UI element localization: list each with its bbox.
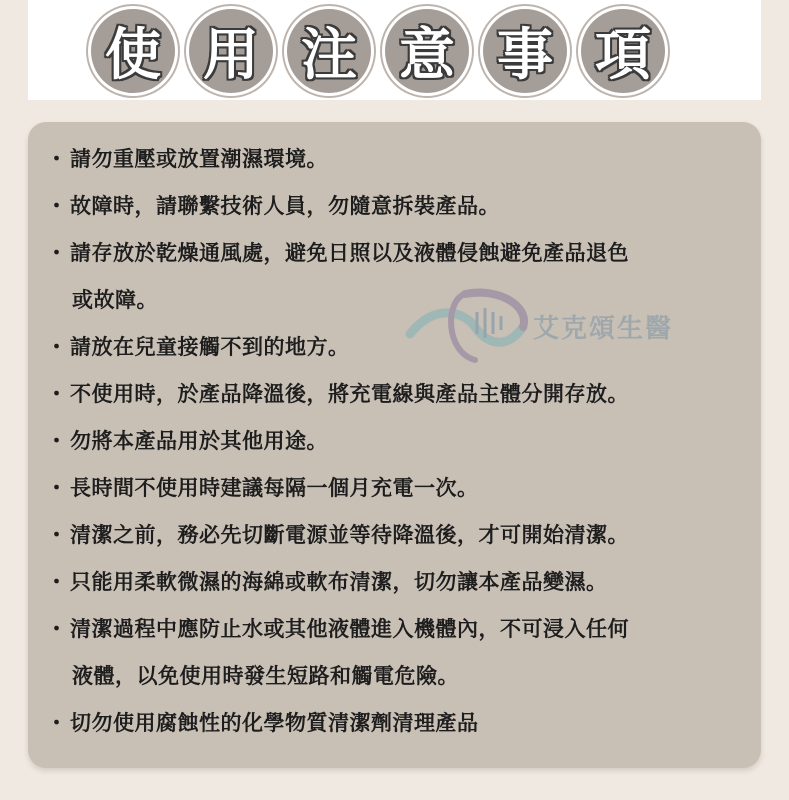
list-item bbox=[46, 700, 758, 747]
list-item bbox=[46, 136, 758, 183]
item-text: 或故障。 bbox=[72, 288, 158, 312]
title-char-circle: 項 bbox=[578, 6, 668, 96]
bullet-icon: ・ bbox=[46, 147, 68, 171]
list-item bbox=[46, 324, 758, 371]
precautions-list bbox=[46, 136, 758, 747]
item-text: 長時間不使用時建議每隔一個月充電一次。 bbox=[70, 476, 479, 500]
item-text: 請存放於乾燥通風處，避免日照以及液體侵蝕避免產品退色 bbox=[70, 241, 629, 265]
item-text: 清潔過程中應防止水或其他液體進入機體內，不可浸入任何 bbox=[70, 617, 629, 641]
item-text: 請勿重壓或放置潮濕環境。 bbox=[70, 147, 328, 171]
list-item bbox=[46, 606, 758, 653]
item-text: 液體，以免使用時發生短路和觸電危險。 bbox=[72, 664, 459, 688]
list-item bbox=[46, 371, 758, 418]
bullet-icon: ・ bbox=[46, 194, 68, 218]
item-text: 請放在兒童接觸不到的地方。 bbox=[70, 335, 350, 359]
bullet-icon: ・ bbox=[46, 476, 68, 500]
bullet-icon: ・ bbox=[46, 711, 68, 735]
bullet-icon: ・ bbox=[46, 523, 68, 547]
item-text: 不使用時，於產品降溫後，將充電線與產品主體分開存放。 bbox=[70, 382, 629, 406]
item-text: 故障時，請聯繫技術人員，勿隨意拆裝產品。 bbox=[70, 194, 500, 218]
list-item bbox=[46, 465, 758, 512]
bullet-icon: ・ bbox=[46, 241, 68, 265]
title-char-circle: 注 bbox=[284, 6, 374, 96]
bullet-icon: ・ bbox=[46, 335, 68, 359]
title-char-circle: 用 bbox=[186, 6, 276, 96]
item-text: 切勿使用腐蝕性的化學物質清潔劑清理產品 bbox=[70, 711, 479, 735]
title-char-circle: 意 bbox=[382, 6, 472, 96]
bullet-icon: ・ bbox=[46, 382, 68, 406]
bullet-icon: ・ bbox=[46, 429, 68, 453]
list-item-continuation bbox=[46, 653, 758, 700]
item-text: 勿將本產品用於其他用途。 bbox=[70, 429, 328, 453]
list-item bbox=[46, 512, 758, 559]
list-item bbox=[46, 559, 758, 606]
title-char-circle: 使 bbox=[88, 6, 178, 96]
item-text: 清潔之前，務必先切斷電源並等待降溫後，才可開始清潔。 bbox=[70, 523, 629, 547]
item-text: 只能用柔軟微濕的海綿或軟布清潔，切勿讓本產品變濕。 bbox=[70, 570, 608, 594]
list-item bbox=[46, 418, 758, 465]
list-item-continuation bbox=[46, 277, 758, 324]
page-title bbox=[88, 6, 668, 96]
brand-name: 艾克頌生醫 bbox=[533, 314, 674, 344]
title-char-circle: 事 bbox=[480, 6, 570, 96]
list-item bbox=[46, 230, 758, 277]
bullet-icon: ・ bbox=[46, 570, 68, 594]
list-item bbox=[46, 183, 758, 230]
bullet-icon: ・ bbox=[46, 617, 68, 641]
